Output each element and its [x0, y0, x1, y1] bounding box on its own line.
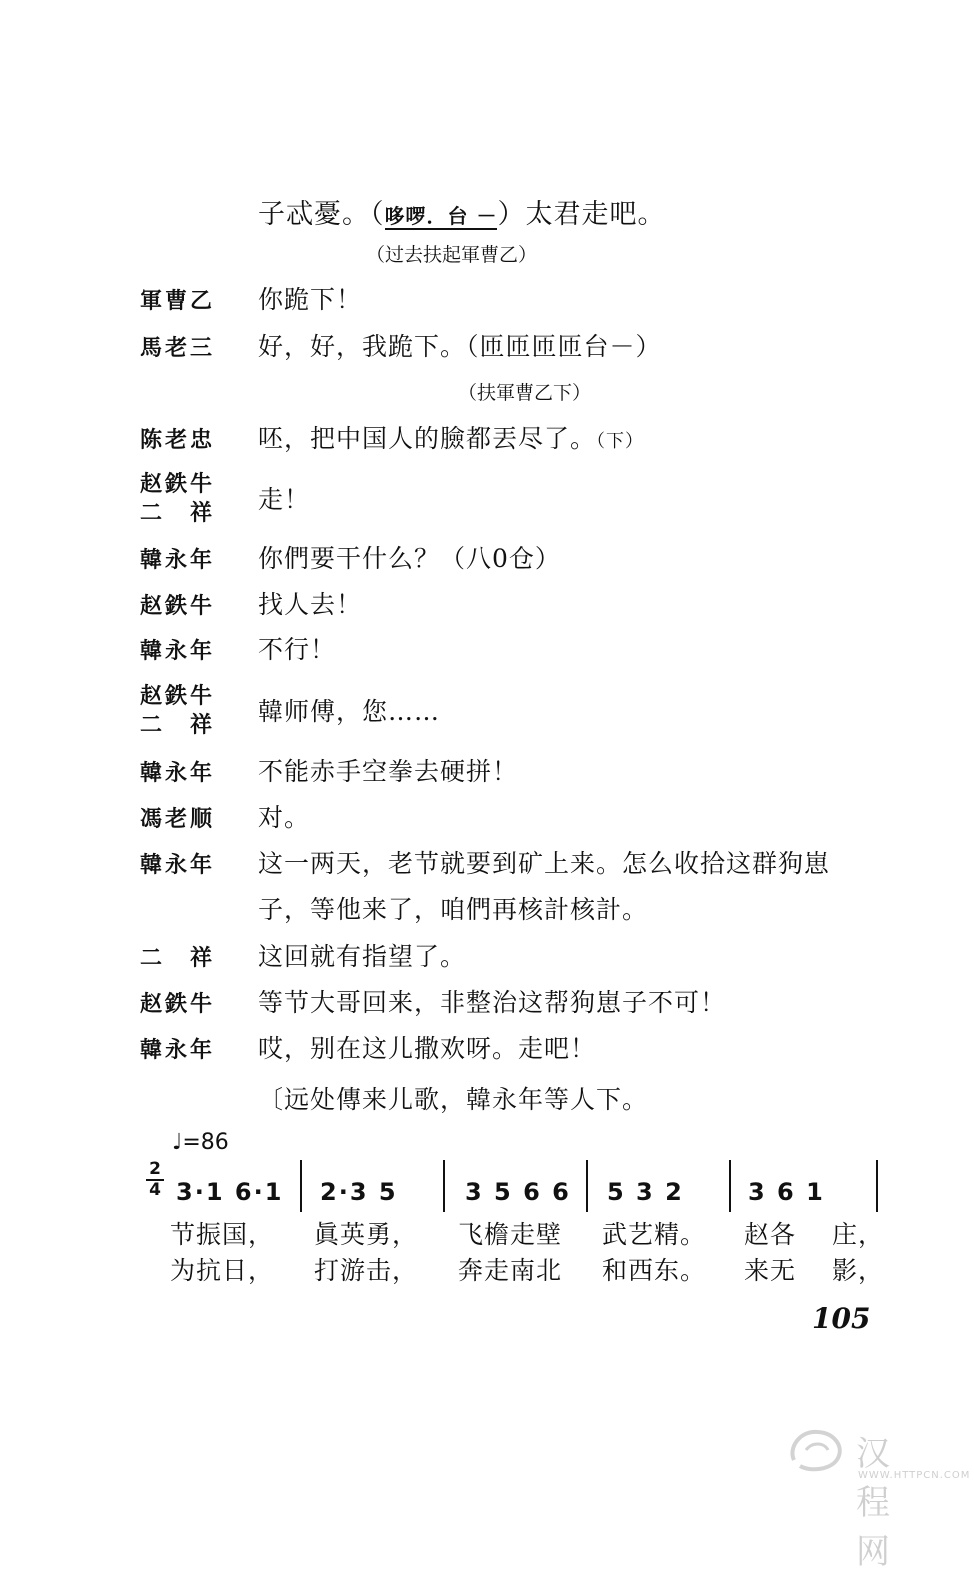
lyric: 武艺精。 — [602, 1220, 707, 1249]
bar-line — [729, 1160, 731, 1212]
score-measure: 3 5 6 6 — [465, 1178, 571, 1206]
speaker-label: 赵鉄牛 — [140, 594, 216, 619]
time-signature-top: 2 — [149, 1159, 161, 1179]
stage-direction-bottom: 〔远处傳来儿歌，韓永年等人下。 — [258, 1085, 649, 1114]
dialogue-line: 韓师傅，您…… — [258, 697, 441, 726]
percussion-notation: 哆啰．台 － — [384, 204, 498, 228]
lyric: 影， — [832, 1256, 885, 1285]
watermark — [786, 1420, 971, 1572]
speaker-label: 韓永年 — [140, 761, 216, 786]
speaker-label: 二 祥 — [140, 946, 216, 971]
speaker-label: 赵鉄牛 — [140, 684, 216, 709]
lyric: 打游击， — [314, 1256, 419, 1285]
speaker-label-group — [140, 470, 215, 528]
speaker-label: 赵鉄牛 — [140, 472, 216, 497]
dialogue-line: 对。 — [258, 803, 311, 832]
lyric: 飞檐走壁 — [458, 1220, 563, 1249]
watermark-logo-icon — [786, 1420, 850, 1476]
lyric: 眞英勇， — [314, 1220, 419, 1249]
speaker-label-second: 二 祥 — [140, 713, 216, 738]
speaker-label: 馮老顺 — [140, 807, 216, 832]
inline-direction: （下） — [596, 431, 645, 452]
top-line — [258, 192, 665, 231]
score-measure: 3 6 1 — [748, 1178, 825, 1206]
speaker-label: 馬老三 — [140, 336, 216, 361]
dialogue-line: 好，好，我跪下。（匝匝匝匝台－） — [258, 332, 662, 361]
time-signature — [146, 1160, 164, 1200]
tempo-marking: ♩=86 — [172, 1130, 229, 1155]
dialogue-text: 呸，把中国人的臉都丟尽了。 — [258, 424, 597, 453]
dialogue-line: 走！ — [258, 485, 311, 514]
bar-line — [876, 1160, 878, 1212]
watermark-text: 汉程网 — [856, 1434, 890, 1572]
dialogue-line: 这一两天，老节就要到矿上来。怎么收拾这群狗崽 — [258, 849, 831, 878]
speaker-label: 軍曹乙 — [140, 289, 216, 314]
bar-line — [586, 1160, 588, 1212]
stage-direction-top: （过去扶起軍曹乙） — [366, 244, 538, 266]
stage-direction: （扶軍曹乙下） — [458, 382, 592, 404]
lyric: 庄， — [832, 1220, 885, 1249]
bar-line — [443, 1160, 445, 1212]
score-measure: 3·1 6·1 — [176, 1178, 284, 1206]
top-text-after: ）太君走吧。 — [497, 199, 666, 230]
bar-line — [300, 1160, 302, 1212]
speaker-label: 陈老忠 — [140, 428, 216, 453]
lyric: 赵各 — [744, 1220, 797, 1249]
dialogue-line: 这回就有指望了。 — [258, 942, 467, 971]
speaker-label: 韓永年 — [140, 639, 216, 664]
dialogue-line: 你跪下！ — [258, 285, 363, 314]
score-measure: 5 3 2 — [607, 1178, 684, 1206]
dialogue-line: 不行！ — [258, 635, 337, 664]
lyric: 节振国， — [170, 1220, 275, 1249]
dialogue-line — [258, 415, 644, 466]
lyric: 奔走南北 — [458, 1256, 563, 1285]
time-signature-bottom: 4 — [146, 1179, 164, 1200]
lyric: 为抗日， — [170, 1256, 275, 1285]
speaker-label-group — [140, 682, 215, 740]
dialogue-line: 不能赤手空拳去硬拼！ — [258, 757, 519, 786]
lyric: 和西东。 — [602, 1256, 707, 1285]
top-text-before: 子忒憂。（ — [258, 199, 385, 230]
dialogue-line: 哎，别在这儿撒欢呀。走吧！ — [258, 1034, 597, 1063]
dialogue-line: 等节大哥回来，非整治这帮狗崽子不可！ — [258, 988, 727, 1017]
page-number: 105 — [812, 1302, 871, 1335]
dialogue-line: 找人去！ — [258, 590, 363, 619]
watermark-url: WWW.HTTPCN.COM — [858, 1470, 971, 1481]
speaker-label: 韓永年 — [140, 853, 216, 878]
dialogue-line-continued: 子，等他来了，咱們再核計核計。 — [258, 895, 649, 924]
score-measure: 2·3 5 — [320, 1178, 398, 1206]
dialogue-line: 你們要干什么？（八0仓） — [258, 544, 561, 573]
speaker-label-second: 二 祥 — [140, 501, 216, 526]
speaker-label: 赵鉄牛 — [140, 992, 216, 1017]
speaker-label: 韓永年 — [140, 1038, 216, 1063]
lyric: 来无 — [744, 1256, 797, 1285]
speaker-label: 韓永年 — [140, 548, 216, 573]
